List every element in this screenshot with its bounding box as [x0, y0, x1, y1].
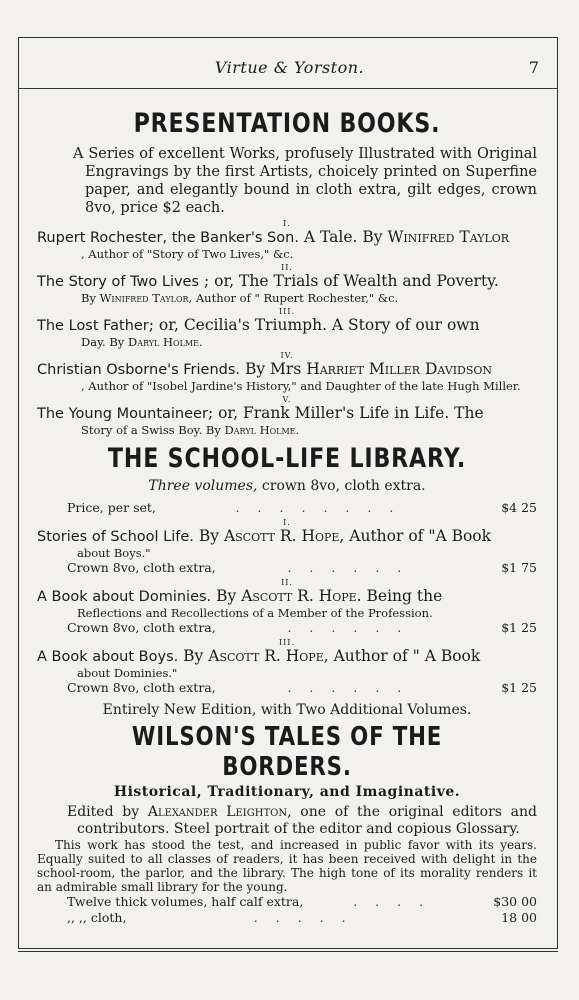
book-entry: [37, 647, 537, 666]
edited-rest: , one of the original editors and contributors. Steel portrait of the editor and copious Glossary.: [77, 804, 537, 837]
price-amount: $1 75: [501, 560, 537, 575]
wilson-subtitle: Historical, Traditionary, and Imaginative.: [113, 784, 461, 800]
edition-note: Entirely New Edition, with Two Additional Volumes.: [102, 702, 472, 718]
price-amount: $1 25: [501, 620, 537, 635]
book-title-rest2: , Author of " A Book: [323, 647, 481, 665]
author-name: Daryl Holme: [224, 423, 296, 437]
header-rule: [18, 88, 558, 89]
price-label: Price, per set,: [67, 500, 156, 515]
leader-dots: ......: [287, 680, 420, 695]
book-entry: [37, 527, 537, 546]
sub-prefix: Story of a Swiss Boy. By: [81, 423, 221, 437]
book-title-rest: ; or, Frank Miller's Life in Life. The: [207, 404, 484, 422]
wilson-description: This work has stood the test, and increased in public favor with its years. Equally suited to all classes of readers, it has been received with delight in the school-room, the parlor, and the library. The high tone of its morality renders it an admirable small library for the young.: [37, 838, 537, 894]
book-entry: [37, 404, 537, 423]
price-label: Crown 8vo, cloth extra,: [67, 620, 216, 635]
edited-by: [37, 804, 537, 838]
book-subtext: about Boys.": [77, 546, 151, 560]
price-row: [37, 680, 537, 696]
bottom-rule: [18, 951, 558, 952]
author-name: Harriet Miller Davidson: [306, 360, 493, 378]
book-title: The Young Mountaineer: [37, 406, 208, 422]
price-amount: $1 25: [501, 680, 537, 695]
entry-numeral: I.: [283, 518, 291, 527]
entry-numeral: II.: [281, 578, 293, 587]
book-title: A Book about Boys.: [37, 649, 179, 665]
book-subtext: , Author of "Story of Two Lives," &c.: [81, 247, 294, 261]
page-number: 7: [528, 58, 539, 77]
book-subtext: [37, 423, 537, 437]
entry-numeral: V.: [282, 395, 292, 404]
price-label: ,, ,, cloth,: [67, 910, 127, 925]
book-entry: [37, 228, 537, 247]
editor-name: Alexander Leighton: [147, 804, 288, 820]
presentation-heading: PRESENTATION BOOKS.: [133, 108, 441, 139]
book-entry: [37, 360, 537, 379]
entry-numeral: IV.: [280, 351, 294, 360]
leader-dots: .....: [253, 910, 364, 925]
book-title: A Book about Dominies.: [37, 589, 212, 605]
leader-dots: ......: [287, 620, 420, 635]
book-title: The Story of Two Lives: [37, 274, 200, 290]
author-name: Ascott R. Hope: [208, 647, 324, 665]
volumes-line: [37, 478, 537, 494]
price-row: [37, 620, 537, 636]
edited-prefix: Edited by: [67, 804, 140, 820]
volumes-rest: crown 8vo, cloth extra.: [257, 478, 426, 494]
school-heading: THE SCHOOL-LIFE LIBRARY.: [107, 443, 467, 474]
entry-numeral: I.: [283, 219, 291, 228]
book-title-rest: ; or, The Trials of Wealth and Poverty.: [203, 272, 499, 290]
leader-dots: ....: [353, 894, 442, 909]
book-title-rest2: . Being the: [356, 587, 443, 605]
wilson-heading: WILSON'S TALES OF THE BORDERS.: [131, 722, 443, 782]
price-amount: $30 00: [493, 894, 537, 909]
entry-numeral: III.: [278, 307, 296, 316]
sub-rest: , Author of " Rupert Rochester," &c.: [188, 291, 399, 305]
price-label: Twelve thick volumes, half calf extra,: [67, 894, 304, 909]
book-entry: [37, 587, 537, 606]
book-title-rest: By: [216, 587, 237, 605]
price-row: [37, 560, 537, 576]
running-title: Virtue & Yorston.: [214, 58, 365, 77]
book-subtext: Reflections and Recollections of a Member of the Profession.: [77, 606, 433, 620]
book-title-rest: By: [198, 527, 220, 545]
book-title-rest: A Tale. By: [303, 228, 383, 246]
price-row: [37, 894, 537, 910]
price-row: [37, 910, 537, 926]
book-title: Christian Osborne's Friends.: [37, 362, 241, 378]
entry-numeral: III.: [278, 638, 296, 647]
book-subtext: [37, 291, 537, 305]
entry-numeral: II.: [281, 263, 293, 272]
book-title-rest: ; or, Cecilia's Triumph. A Story of our own: [148, 316, 480, 334]
presentation-intro: A Series of excellent Works, profusely Illustrated with Original Engravings by the first Artists, choicely printed on Superfine paper, and elegantly bound in cloth extra, gilt edges, crown 8vo, price $2 each.: [73, 146, 537, 216]
author-name: Winifred Taylor: [387, 228, 510, 246]
book-entry: [37, 272, 537, 291]
book-entry: [37, 316, 537, 335]
author-name: Daryl Holme: [127, 335, 199, 349]
leader-dots: ........: [235, 500, 412, 515]
book-subtext: , Author of "Isobel Jardine's History," and Daughter of the late Hugh Miller.: [81, 379, 521, 393]
price-amount: $4 25: [501, 500, 537, 515]
book-subtext: [37, 335, 537, 349]
price-amount: 18 00: [501, 910, 537, 925]
sub-prefix: Day. By: [81, 335, 125, 349]
book-subtext: about Dominies.": [77, 666, 178, 680]
page-content: [37, 104, 537, 926]
author-name: Ascott R. Hope: [223, 527, 340, 545]
book-title-rest: By: [183, 647, 204, 665]
volumes-italic: Three volumes,: [148, 478, 258, 494]
book-title: Rupert Rochester, the Banker's Son.: [37, 230, 299, 246]
author-name: Winifred Taylor: [99, 291, 189, 305]
sub-rest: .: [295, 423, 300, 437]
book-title-rest: By Mrs: [244, 360, 302, 378]
price-row: [37, 500, 537, 516]
price-label: Crown 8vo, cloth extra,: [67, 680, 216, 695]
price-label: Crown 8vo, cloth extra,: [67, 560, 216, 575]
leader-dots: ......: [287, 560, 420, 575]
sub-prefix: By: [81, 291, 96, 305]
book-title: The Lost Father: [37, 318, 149, 334]
book-title-rest2: , Author of "A Book: [339, 527, 492, 545]
sub-rest: .: [198, 335, 203, 349]
author-name: Ascott R. Hope: [241, 587, 357, 605]
book-title: Stories of School Life.: [37, 529, 194, 545]
